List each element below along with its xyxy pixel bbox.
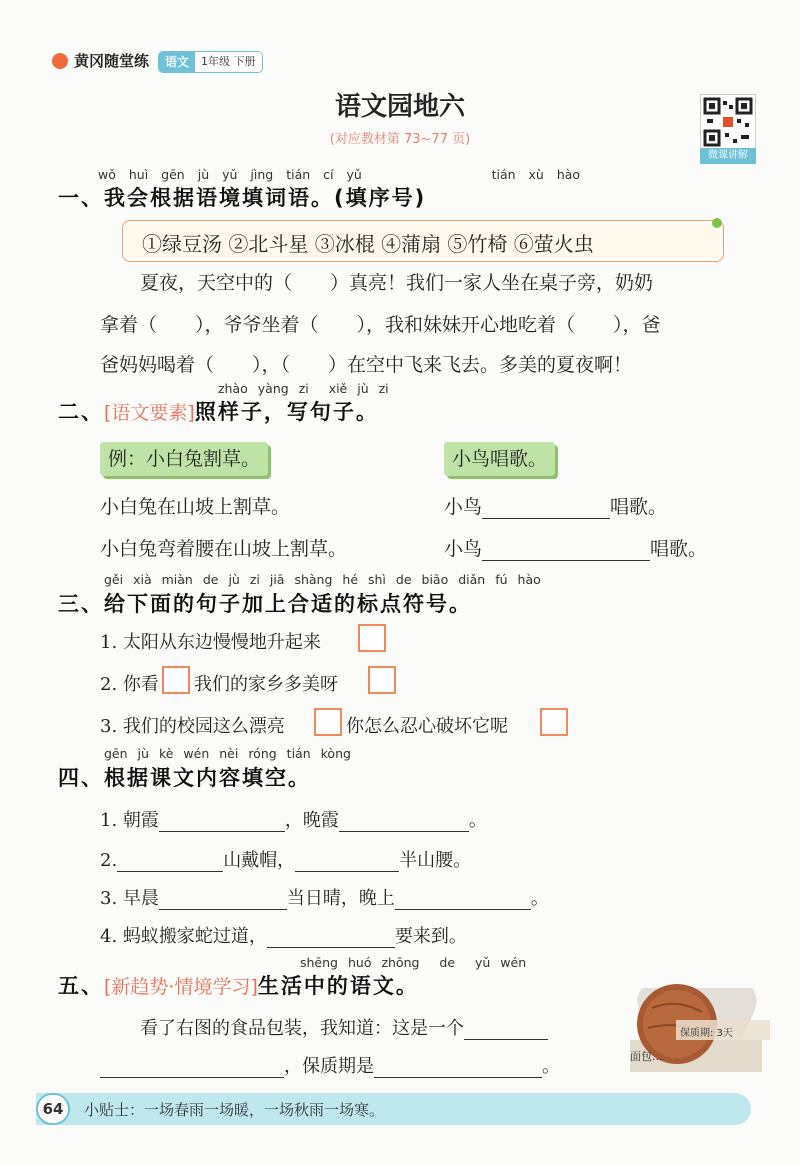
s5-tag: [新趋势·情境学习] [104, 976, 258, 998]
answer-line-2: 小鸟 唱歌。 [444, 538, 708, 560]
qr-label: 微课讲解 [700, 148, 756, 164]
s3-q2b: 我们的家乡多美呀 [194, 674, 338, 695]
answer-line-1: 小鸟 唱歌。 [444, 496, 668, 518]
qr-code-icon[interactable] [700, 94, 756, 150]
s1-line-3: 爸妈妈喝着（ ），（ ）在空中飞来飞去。多美的夏夜啊！ [100, 354, 633, 376]
example-line-2: 小白兔弯着腰在山坡上割草。 [100, 538, 348, 560]
bread-date: 保质期: 3天 [680, 1028, 733, 1039]
s1-line-1: 夏夜，天空中的（ ）真亮！我们一家人坐在桌子旁，奶奶 [140, 272, 654, 294]
example-line-1: 小白兔在山坡上割草。 [100, 496, 291, 518]
s5-heading: 五、[新趋势·情境学习]生活中的语文。 [58, 974, 419, 998]
food-detail-blank[interactable] [100, 1059, 284, 1078]
s3-q3b: 你怎么忍心破坏它呢 [346, 716, 508, 737]
s4-q4: 4. 蚂蚁搬家蛇过道， 要来到。 [100, 926, 467, 947]
fill-blank-4[interactable] [295, 853, 399, 872]
food-name-blank[interactable] [464, 1021, 548, 1040]
s3-pinyin: gěi xià miàn de jù zi jiā shàng hé shì de biāo diǎn fú hào [104, 572, 541, 587]
s2-heading: 二、[语文要素]照样子，写句子。 [58, 400, 379, 424]
s1-line-2: 拿着（ ），爷爷坐着（ ），我和妹妹开心地吃着（ ），爸 [100, 314, 661, 336]
options-list: ①绿豆汤 ②北斗星 ③冰棍 ④蒲扇 ⑤竹椅 ⑥萤火虫 [142, 232, 594, 256]
fill-blank-1[interactable] [159, 813, 285, 832]
s3-heading: 三、给下面的句子加上合适的标点符号。 [58, 592, 472, 616]
s4-pinyin: gēn jù kè wén nèi róng tián kòng [104, 746, 351, 761]
s1-pinyin: wǒ huì gēn jù yǔ jìng tián cí yǔ tián xù hào [98, 167, 581, 182]
bread-label: 面包... [630, 1050, 663, 1063]
grade-label: 1年级 下册 [195, 52, 262, 72]
fill-blank-7[interactable] [267, 929, 395, 948]
s4-q3: 3. 早晨 当日晴，晚上 。 [100, 888, 549, 909]
brand-dot-icon [52, 53, 68, 69]
task-sentence: 小鸟唱歌。 [444, 442, 555, 476]
brand-logo [52, 50, 149, 71]
s1-heading: 一、我会根据语境填词语。(填序号) [58, 186, 427, 210]
example-sentence: 例：小白兔割草。 [100, 442, 268, 476]
punct-box-3[interactable] [368, 666, 396, 694]
s5-line-1: 看了右图的食品包装，我知道：这是一个 [140, 1014, 548, 1040]
s3-q3a: 3. 我们的校园这么漂亮 [100, 716, 285, 737]
punct-box-4[interactable] [314, 708, 342, 736]
punct-box-2[interactable] [162, 666, 190, 694]
s2-pinyin: zhào yàng zi xiě jù zi [218, 381, 389, 396]
answer-blank-2[interactable] [482, 542, 650, 561]
s2-tag: [语文要素] [104, 402, 195, 424]
s5-line-2: ，保质期是 。 [100, 1052, 560, 1078]
leaf-icon [712, 218, 722, 228]
bread-package-image [622, 978, 772, 1078]
page-title: 语文园地六 [334, 92, 465, 122]
page-number: 64 [36, 1093, 70, 1125]
page-subtitle: (对应教材第 73~77 页) [329, 132, 471, 147]
s4-q2: 2. 山戴帽， 半山腰。 [100, 850, 472, 871]
s3-q1: 1. 太阳从东边慢慢地升起来 [100, 632, 321, 653]
punct-box-1[interactable] [358, 624, 386, 652]
fill-blank-6[interactable] [395, 891, 531, 910]
answer-blank-1[interactable] [482, 500, 610, 519]
s4-heading: 四、根据课文内容填空。 [58, 766, 311, 790]
punct-box-5[interactable] [540, 708, 568, 736]
shelf-life-blank[interactable] [374, 1059, 542, 1078]
fill-blank-3[interactable] [117, 853, 223, 872]
fill-blank-5[interactable] [159, 891, 287, 910]
s3-q2a: 2. 你看 [100, 674, 159, 695]
s5-pinyin: shēng huó zhōng de yǔ wén [300, 955, 527, 970]
subject-badge [158, 51, 263, 73]
subject-label: 语文 [159, 52, 195, 72]
tip-text: 小贴士：一场春雨一场暖，一场秋雨一场寒。 [84, 1101, 385, 1119]
fill-blank-2[interactable] [339, 813, 469, 832]
brand-name: 黄冈随堂练 [74, 52, 150, 70]
s4-q1: 1. 朝霞 ，晚霞 。 [100, 810, 487, 831]
